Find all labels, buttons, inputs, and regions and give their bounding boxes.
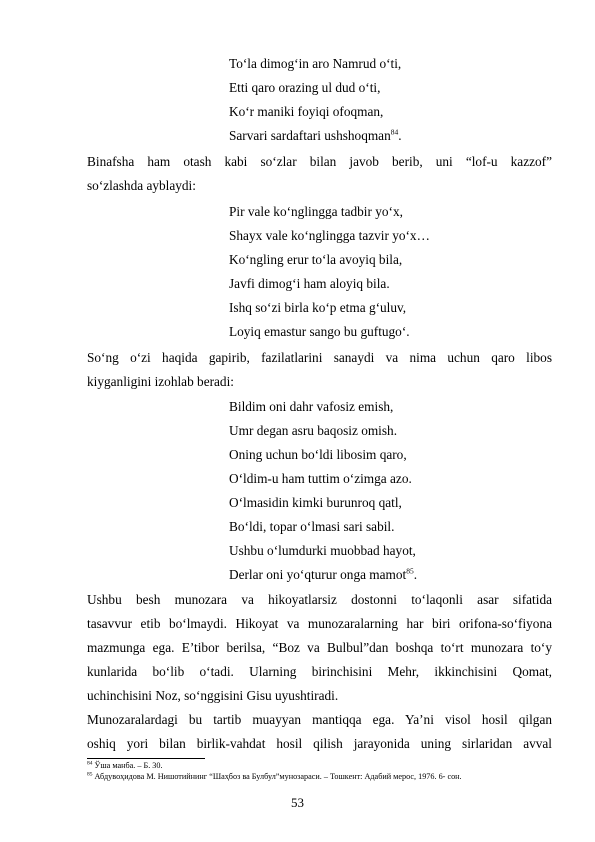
paragraph-line: Binafsha ham otash kabi so‘zlar bilan javob berib, uni “lof-u kazzof” [87,154,552,169]
verse-line: Ishq so‘zi birla ko‘p etma g‘uluv, [229,300,407,315]
verse-line: O‘ldim-u ham tuttim o‘zimga azo. [229,471,412,486]
verse-line: Ko‘r maniki foyiqi ofoqman, [229,104,384,119]
paragraph-line: tasavvur etib bo‘lmaydi. Hikoyat va munozaralarning har biri orifona-so‘fiyona [87,616,552,631]
verse-line: Pir vale ko‘nglingga tadbir yo‘x, [229,204,403,219]
verse-text: Sarvari sardaftari ushshoqman [229,128,391,143]
verse-line: Umr degan asru baqosiz omish. [229,423,398,438]
verse-line: Bildim oni dahr vafosiz emish, [229,399,394,414]
verse-text: Derlar oni yo‘qturur onga mamot [229,567,407,582]
verse-line: Loyiq emastur sango bu guftugo‘. [229,324,410,339]
footnote [87,761,163,771]
footnote-text: Абдувоҳидова М. Нишотийнинг “Шаҳбоз ва Булбул”мунозараси. – Тошкент: Адабий мерос, 1976. 6- сон. [94,772,462,781]
verse-line: Javfi dimog‘i ham aloyiq bila. [229,276,390,291]
paragraph-line: oshiq yori bilan birlik-vahdat hosil qilish jarayonida uning sirlaridan avval [87,736,552,751]
footnote-number: 85 [87,771,93,778]
verse-line: Oning uchun bo‘ldi libosim qaro, [229,447,407,462]
verse-line: Ushbu o‘lumdurki muobbad hayot, [229,543,416,558]
footnote-ref[interactable]: 84 [390,127,399,137]
paragraph-line: So‘ng o‘zi haqida gapirib, fazilatlarini sanaydi va nima uchun qaro libos [87,350,552,365]
verse-line: Sarvari sardaftari ushshoqman$^{84}$. [229,127,402,143]
footnote-divider [87,758,205,759]
verse-line: O‘lmasidin kimki burunroq qatl, [229,495,402,510]
page-number: 53 [291,795,304,810]
footnote-ref[interactable]: 85 [406,566,414,576]
verse-line: Bo‘ldi, topar o‘lmasi sari sabil. [229,519,395,534]
verse-line: Shayx vale ko‘nglingga tazvir yo‘x… [229,228,430,243]
verse-line: Ko‘ngling erur to‘la avoyiq bila, [229,252,403,267]
paragraph-line: so‘zlashda ayblaydi: [87,178,196,193]
verse-line: Derlar oni yo‘qturur onga mamot$^{85}$. [229,566,418,582]
verse-line: To‘la dimog‘in aro Namrud o‘ti, [229,56,402,71]
footnote-number: 84 [87,760,93,767]
footnote [87,772,462,782]
paragraph-line: Munozaralardagi bu tartib muayyan mantiqqa ega. Ya’ni visol hosil qilgan [87,712,552,727]
paragraph-line: uchinchisini Noz, so‘nggisini Gisu uyushtiradi. [87,688,339,703]
paragraph-line: kiyganligini izohlab beradi: [87,374,234,389]
footnote-text: Ўша манба. – Б. 30. [94,761,163,770]
verse-line: Etti qaro orazing ul dud o‘ti, [229,80,381,95]
paragraph-line: mazmunga ega. E’tibor berilsa, “Boz va Bulbul”dan boshqa to‘rt munozara to‘y [87,640,552,655]
paragraph-line: Ushbu besh munozara va hikoyatlarsiz dostonni to‘laqonli asar sifatida [87,592,552,607]
paragraph-line: kunlarida bo‘lib o‘tadi. Ularning birinchisini Mehr, ikkinchisini Qomat, [87,664,552,679]
